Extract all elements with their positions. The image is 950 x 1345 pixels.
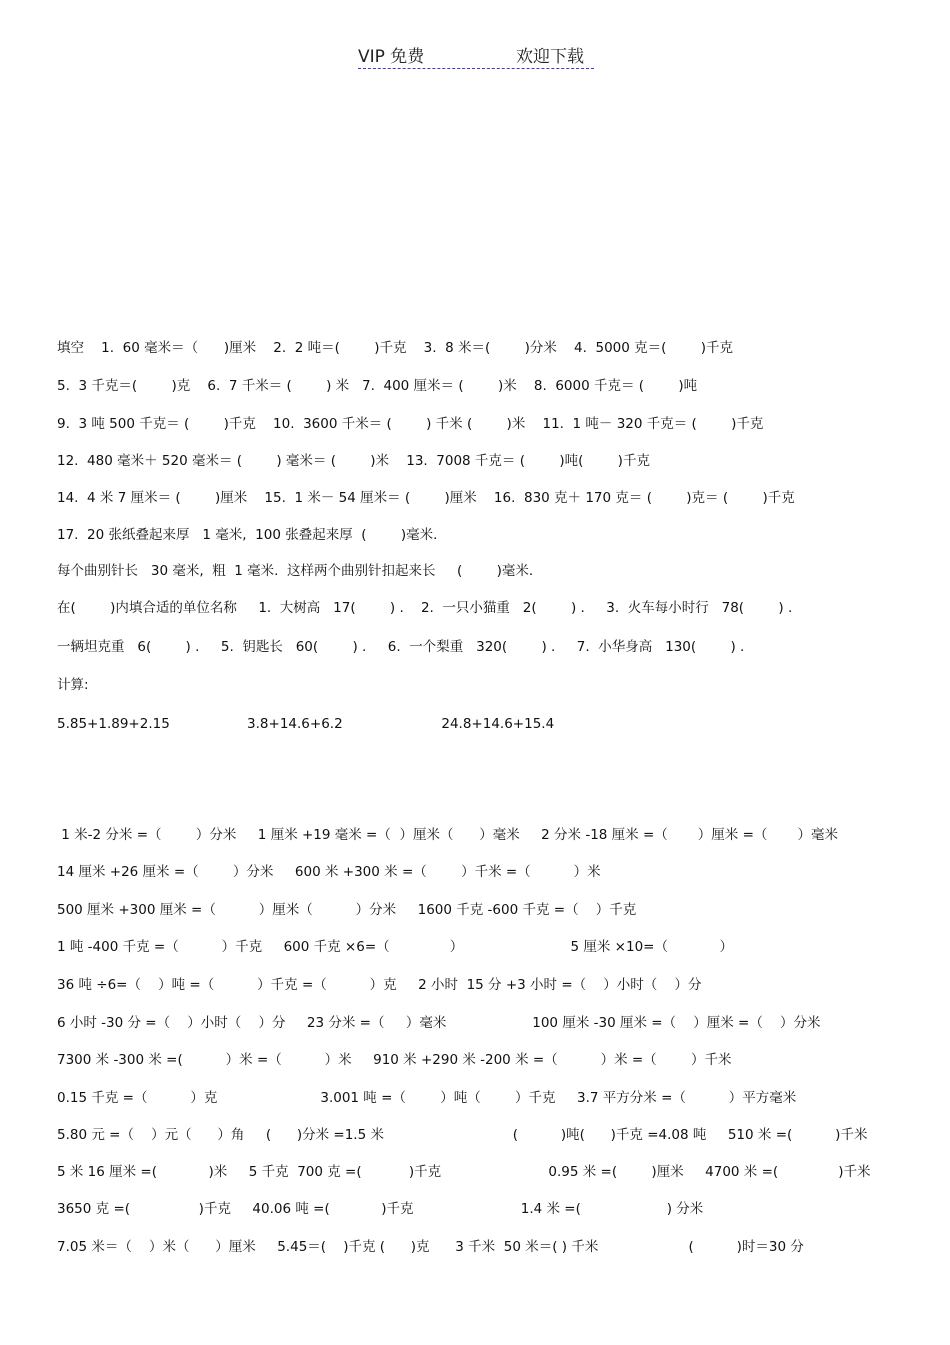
conversion-line-3: 500 厘米 +300 厘米 =（ ）厘米（ ）分米 1600 千克 -600 千克 =（ ）千克 [57,902,637,918]
page-header [358,42,594,69]
exercise-line-7: 每个曲别针长 30 毫米, 粗 1 毫米. 这样两个曲别针扣起来长 ( )毫米. [57,563,534,579]
exercise-line-4: 12. 480 毫米＋ 520 毫米＝ ( ) 毫米＝ ( )米 13. 7008 千克＝ ( )吨( )千克 [57,453,650,469]
conversion-line-12: 7.05 米＝（ ）米（ ）厘米 5.45＝( )千克 ( )克 3 千米 50 米＝( ) 千米 ( )时＝30 分 [57,1239,804,1255]
conversion-line-10: 5 米 16 厘米 =( )米 5 千克 700 克 =( )千克 0.95 米 =( )厘米 4700 米 =( )千米 [57,1164,871,1180]
conversion-line-1: 1 米-2 分米 =（ ）分米 1 厘米 +19 毫米 =（ ）厘米（ ）毫米 2 分米 -18 厘米 =（ ）厘米 =（ ）毫米 [57,827,838,843]
conversion-line-9: 5.80 元 =（ ）元（ ）角 ( )分米 =1.5 米 ( )吨( )千克 =4.08 吨 510 米 =( )千米 [57,1127,868,1143]
calculation-line: 5.85+1.89+2.15 3.8+14.6+6.2 24.8+14.6+15.4 [57,716,555,732]
conversion-line-8: 0.15 千克 =（ ）克 3.001 吨 =（ ）吨（ ）千克 3.7 平方分米 =（ ）平方毫米 [57,1090,797,1106]
conversion-line-5: 36 吨 ÷6=（ ）吨 =（ ）千克 =（ ）克 2 小时 15 分 +3 小时 =（ ）小时（ ）分 [57,977,702,993]
exercise-line-9: 一辆坦克重 6( ) . 5. 钥匙长 60( ) . 6. 一个梨重 320( ) . 7. 小华身高 130( ) . [57,639,745,655]
exercise-line-6: 17. 20 张纸叠起来厚 1 毫米, 100 张叠起来厚 ( )毫米. [57,527,438,543]
exercise-line-1: 填空 1. 60 毫米＝（ )厘米 2. 2 吨＝( )千克 3. 8 米＝( )分米 4. 5000 克＝( )千克 [57,340,733,356]
exercise-line-3: 9. 3 吨 500 千克＝ ( )千克 10. 3600 千米＝ ( ) 千米 ( )米 11. 1 吨－ 320 千克＝ ( )千克 [57,416,764,432]
exercise-line-5: 14. 4 米 7 厘米＝ ( )厘米 15. 1 米－ 54 厘米＝ ( )厘米 16. 830 克＋ 170 克＝ ( )克＝ ( )千克 [57,490,795,506]
exercise-line-2: 5. 3 千克＝( )克 6. 7 千米＝ ( ) 米 7. 400 厘米＝ ( )米 8. 6000 千克＝ ( )吨 [57,378,698,394]
conversion-line-6: 6 小时 -30 分 =（ ）小时（ ）分 23 分米 =（ ）毫米 100 厘米 -30 厘米 =（ ）厘米 =（ ）分米 [57,1015,821,1031]
conversion-line-4: 1 吨 -400 千克 =（ ）千克 600 千克 ×6=（ ） 5 厘米 ×10=（ ） [57,939,733,955]
section-heading-calculate: 计算: [57,677,89,693]
header-vip-free: VIP 免费 [358,47,425,67]
conversion-line-2: 14 厘米 +26 厘米 =（ ）分米 600 米 +300 米 =（ ）千米 =（ ）米 [57,864,601,880]
conversion-line-11: 3650 克 =( )千克 40.06 吨 =( )千克 1.4 米 =( ) 分米 [57,1201,704,1217]
exercise-line-8: 在( )内填合适的单位名称 1. 大树高 17( ) . 2. 一只小猫重 2( ) . 3. 火车每小时行 78( ) . [57,600,793,616]
conversion-line-7: 7300 米 -300 米 =( ）米 =（ ）米 910 米 +290 米 -200 米 =（ ）米 =（ ）千米 [57,1052,732,1068]
header-welcome-download: 欢迎下载 [516,47,584,67]
